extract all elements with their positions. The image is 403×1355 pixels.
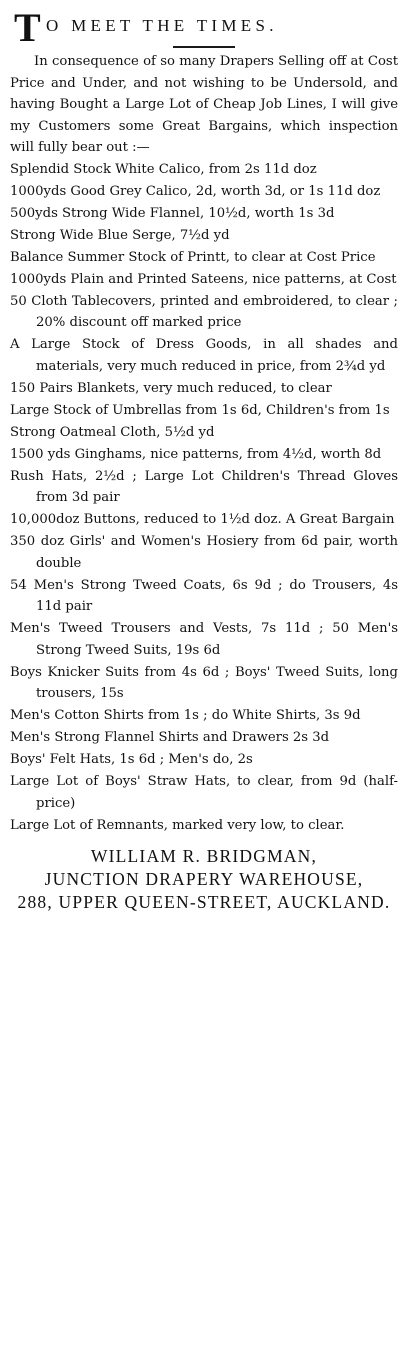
list-item: Balance Summer Stock of Printt, to clear at Cost Price (10, 249, 376, 265)
list-item: Strong Oatmeal Cloth, 5½d yd (10, 424, 215, 440)
list-item: 10,000doz Buttons, reduced to 1½d doz. A Great Bargain (10, 512, 395, 527)
list-item: Large Lot of Boys' Straw Hats, to clear, from 9d (half-price) (10, 774, 398, 811)
list-item: Men's Tweed Trousers and Vests, 7s 11d ; 50 Men's Strong Tweed Suits, 19s 6d (10, 621, 398, 658)
list-item: 1000yds Plain and Printed Sateens, nice patterns, at Cost (10, 271, 397, 287)
list-item: 1500 yds Ginghams, nice patterns, from 4½d, worth 8d (10, 446, 382, 462)
signature-block (10, 846, 398, 913)
list-item: 1000yds Good Grey Calico, 2d, worth 3d, or 1s 11d doz (10, 183, 381, 199)
business-address: 288, UPPER QUEEN-STREET, AUCKLAND. (17, 892, 391, 912)
list-item: 50 Cloth Tablecovers, printed and embroidered, to clear ; 20% discount off marked price (10, 293, 398, 330)
list-item: 350 doz Girls' and Women's Hosiery from 6d pair, worth double (10, 534, 398, 571)
proprietor-name: WILLIAM R. BRIDGMAN, (90, 846, 318, 866)
list-item: Men's Strong Flannel Shirts and Drawers 2s 3d (10, 730, 330, 745)
divider-rule (173, 46, 235, 48)
list-item: A Large Stock of Dress Goods, in all shades and materials, very much reduced in price, from 2¾d yd (10, 337, 398, 374)
list-item: Strong Wide Blue Serge, 7½d yd (10, 227, 230, 243)
list-item: Large Lot of Remnants, marked very low, to clear. (10, 817, 345, 833)
headline-text: O MEET THE TIMES. (46, 16, 278, 35)
intro-paragraph: In consequence of so many Drapers Selling off at Cost Price and Under, and not wishing to be Undersold, and having Bought a Large Lot of Cheap Job Lines, I will give my Customers some Great Bargains, which inspection will fully bear out :— (10, 54, 398, 155)
list-item: Large Stock of Umbrellas from 1s 6d, Children's from 1s (10, 402, 390, 418)
headline-dropcap: T (14, 5, 41, 50)
headline (14, 4, 398, 50)
list-item: 54 Men's Strong Tweed Coats, 6s 9d ; do Trousers, 4s 11d pair (10, 577, 398, 614)
business-name: JUNCTION DRAPERY WAREHOUSE, (44, 869, 364, 889)
list-item: Splendid Stock White Calico, from 2s 11d doz (10, 161, 317, 177)
list-item: Rush Hats, 2½d ; Large Lot Children's Thread Gloves from 3d pair (10, 468, 398, 505)
item-list (10, 159, 398, 837)
list-item: Boys Knicker Suits from 4s 6d ; Boys' Tweed Suits, long trousers, 15s (10, 664, 398, 701)
list-item: Men's Cotton Shirts from 1s ; do White Shirts, 3s 9d (10, 708, 361, 723)
list-item: Boys' Felt Hats, 1s 6d ; Men's do, 2s (10, 752, 253, 767)
list-item: 500yds Strong Wide Flannel, 10½d, worth 1s 3d (10, 205, 335, 221)
list-item: 150 Pairs Blankets, very much reduced, to clear (10, 380, 332, 396)
